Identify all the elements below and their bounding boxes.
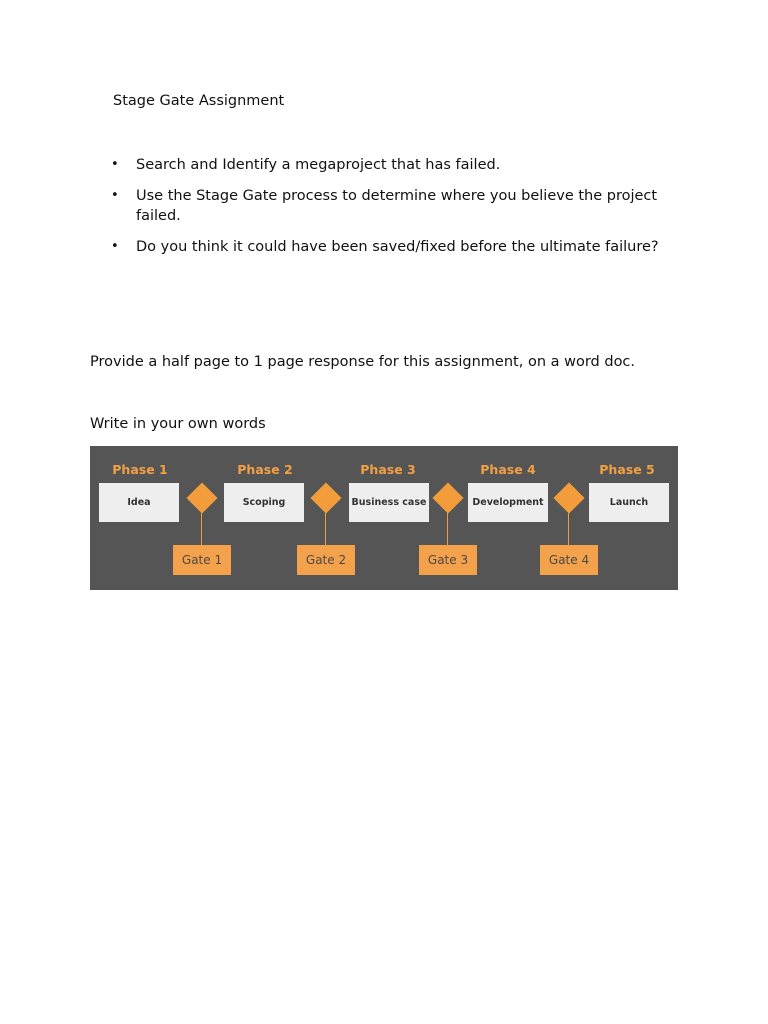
phase-box: Scoping [224, 483, 304, 522]
gate-diamond-icon [310, 482, 341, 513]
phase-box: Launch [589, 483, 669, 522]
gate-box: Gate 1 [173, 545, 231, 575]
list-item: • Search and Identify a megaproject that has failed. [136, 155, 684, 176]
gate-diamond-icon [553, 482, 584, 513]
phase-box: Business case [349, 483, 429, 522]
instruction-paragraph: Provide a half page to 1 page response for this assignment, on a word doc. [90, 354, 636, 370]
gate-box: Gate 2 [297, 545, 355, 575]
phase-label: Phase 4 [480, 462, 536, 477]
gate-connector [325, 511, 326, 545]
phase-label: Phase 3 [360, 462, 416, 477]
phase-label: Phase 2 [237, 462, 293, 477]
list-item: • Use the Stage Gate process to determine where you believe the project failed. [136, 186, 684, 227]
gate-box: Gate 4 [540, 545, 598, 575]
list-item: • Do you think it could have been saved/fixed before the ultimate failure? [136, 237, 684, 258]
gate-connector [201, 511, 202, 545]
phase-label: Phase 1 [112, 462, 168, 477]
gate-connector [447, 511, 448, 545]
gate-connector [568, 511, 569, 545]
gate-diamond-icon [432, 482, 463, 513]
instruction-paragraph: Write in your own words [90, 416, 266, 432]
phase-label: Phase 5 [599, 462, 655, 477]
phase-box: Idea [99, 483, 179, 522]
gate-box: Gate 3 [419, 545, 477, 575]
gate-diamond-icon [186, 482, 217, 513]
document-title: Stage Gate Assignment [113, 93, 285, 109]
bullet-list [136, 155, 684, 267]
phase-box: Development [468, 483, 548, 522]
stage-gate-diagram [90, 446, 678, 590]
